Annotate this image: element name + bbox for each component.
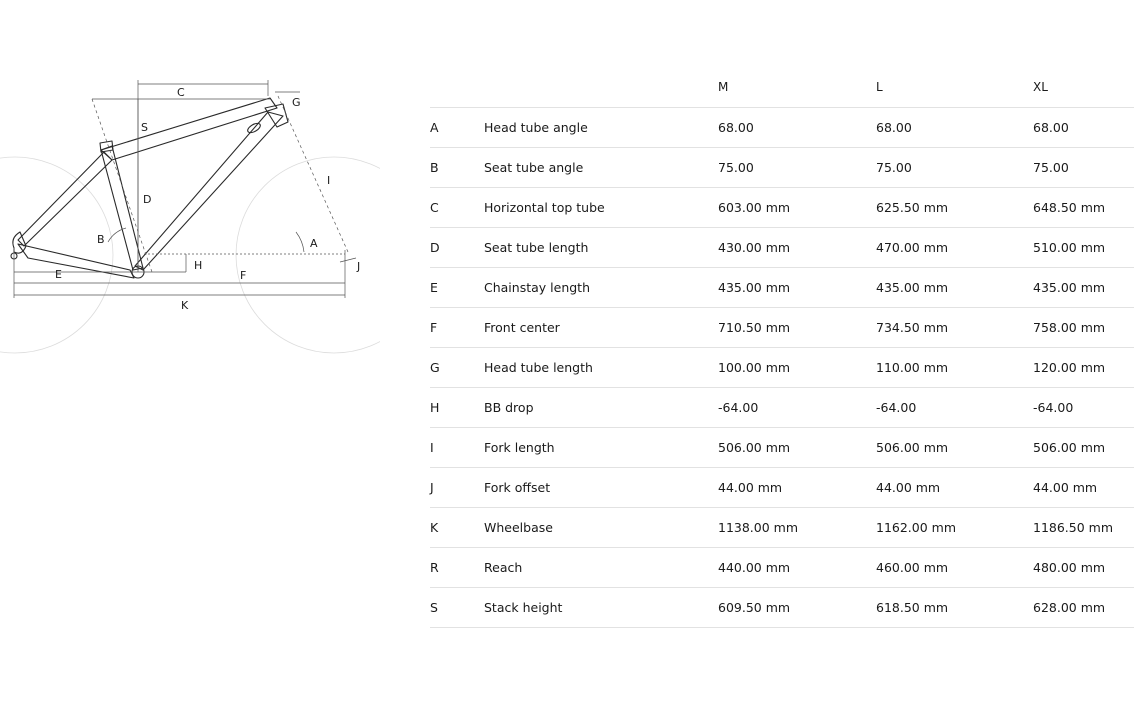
row-value-xl: 648.50 mm — [1033, 188, 1134, 228]
row-name: Seat tube angle — [484, 148, 718, 188]
row-name: Horizontal top tube — [484, 188, 718, 228]
row-name: Front center — [484, 308, 718, 348]
table-row — [430, 308, 1134, 348]
row-value-xl: 44.00 mm — [1033, 468, 1134, 508]
header-size-xl: XL — [1033, 67, 1134, 108]
row-value-xl: 506.00 mm — [1033, 428, 1134, 468]
table-row — [430, 108, 1134, 148]
diagram-label-i: I — [327, 174, 331, 187]
row-value-m: 435.00 mm — [718, 268, 876, 308]
row-value-xl: 628.00 mm — [1033, 588, 1134, 628]
frame-geometry-diagram — [0, 60, 380, 370]
row-name: Fork length — [484, 428, 718, 468]
diagram-label-h: H — [194, 259, 203, 272]
header-code — [430, 67, 484, 108]
row-value-l: 625.50 mm — [876, 188, 1033, 228]
row-code: D — [430, 228, 484, 268]
table-header-row — [430, 67, 1134, 108]
row-name: Seat tube length — [484, 228, 718, 268]
row-code: K — [430, 508, 484, 548]
row-value-m: 68.00 — [718, 108, 876, 148]
geometry-table — [430, 67, 1134, 628]
row-code: A — [430, 108, 484, 148]
table-row — [430, 348, 1134, 388]
row-name: Reach — [484, 548, 718, 588]
row-value-l: -64.00 — [876, 388, 1033, 428]
row-value-l: 44.00 mm — [876, 468, 1033, 508]
row-value-l: 506.00 mm — [876, 428, 1033, 468]
table-row — [430, 588, 1134, 628]
row-value-m: 603.00 mm — [718, 188, 876, 228]
row-value-l: 110.00 mm — [876, 348, 1033, 388]
row-value-m: 430.00 mm — [718, 228, 876, 268]
row-value-xl: 435.00 mm — [1033, 268, 1134, 308]
table-row — [430, 188, 1134, 228]
row-value-m: 100.00 mm — [718, 348, 876, 388]
table-row — [430, 148, 1134, 188]
row-code: R — [430, 548, 484, 588]
row-value-l: 618.50 mm — [876, 588, 1033, 628]
row-code: I — [430, 428, 484, 468]
header-size-m: M — [718, 67, 876, 108]
table-row — [430, 508, 1134, 548]
row-value-l: 75.00 — [876, 148, 1033, 188]
diagram-label-d: D — [143, 193, 152, 206]
diagram-label-c: C — [177, 86, 185, 99]
row-code: G — [430, 348, 484, 388]
row-value-xl: 480.00 mm — [1033, 548, 1134, 588]
diagram-label-s: S — [141, 121, 148, 134]
row-code: E — [430, 268, 484, 308]
row-value-m: 609.50 mm — [718, 588, 876, 628]
row-name: Stack height — [484, 588, 718, 628]
row-name: Fork offset — [484, 468, 718, 508]
row-value-l: 734.50 mm — [876, 308, 1033, 348]
row-value-l: 68.00 — [876, 108, 1033, 148]
row-name: Head tube length — [484, 348, 718, 388]
row-value-l: 435.00 mm — [876, 268, 1033, 308]
front-wheel-outline — [236, 157, 380, 353]
header-name — [484, 67, 718, 108]
row-value-xl: -64.00 — [1033, 388, 1134, 428]
row-name: Wheelbase — [484, 508, 718, 548]
row-value-xl: 758.00 mm — [1033, 308, 1134, 348]
table-row — [430, 388, 1134, 428]
table-row — [430, 228, 1134, 268]
row-value-m: -64.00 — [718, 388, 876, 428]
row-value-xl: 1186.50 mm — [1033, 508, 1134, 548]
row-code: B — [430, 148, 484, 188]
row-value-xl: 510.00 mm — [1033, 228, 1134, 268]
row-value-xl: 120.00 mm — [1033, 348, 1134, 388]
diagram-label-g: G — [292, 96, 301, 109]
diagram-label-j: J — [357, 260, 361, 273]
diagram-label-b: B — [97, 233, 105, 246]
row-code: C — [430, 188, 484, 228]
bike-frame — [11, 98, 288, 278]
table-row — [430, 468, 1134, 508]
row-value-l: 1162.00 mm — [876, 508, 1033, 548]
row-value-m: 1138.00 mm — [718, 508, 876, 548]
row-code: S — [430, 588, 484, 628]
row-value-xl: 75.00 — [1033, 148, 1134, 188]
row-value-m: 44.00 mm — [718, 468, 876, 508]
row-value-m: 75.00 — [718, 148, 876, 188]
row-value-m: 506.00 mm — [718, 428, 876, 468]
diagram-label-a: A — [310, 237, 318, 250]
table-row — [430, 268, 1134, 308]
row-code: F — [430, 308, 484, 348]
row-code: H — [430, 388, 484, 428]
row-code: J — [430, 468, 484, 508]
table-row — [430, 428, 1134, 468]
diagram-label-k: K — [181, 299, 189, 312]
row-value-xl: 68.00 — [1033, 108, 1134, 148]
row-value-m: 710.50 mm — [718, 308, 876, 348]
row-value-l: 470.00 mm — [876, 228, 1033, 268]
row-name: Head tube angle — [484, 108, 718, 148]
row-name: Chainstay length — [484, 268, 718, 308]
row-name: BB drop — [484, 388, 718, 428]
table-row — [430, 548, 1134, 588]
diagram-label-e: E — [55, 268, 62, 281]
header-size-l: L — [876, 67, 1033, 108]
row-value-m: 440.00 mm — [718, 548, 876, 588]
diagram-label-f: F — [240, 269, 247, 282]
row-value-l: 460.00 mm — [876, 548, 1033, 588]
